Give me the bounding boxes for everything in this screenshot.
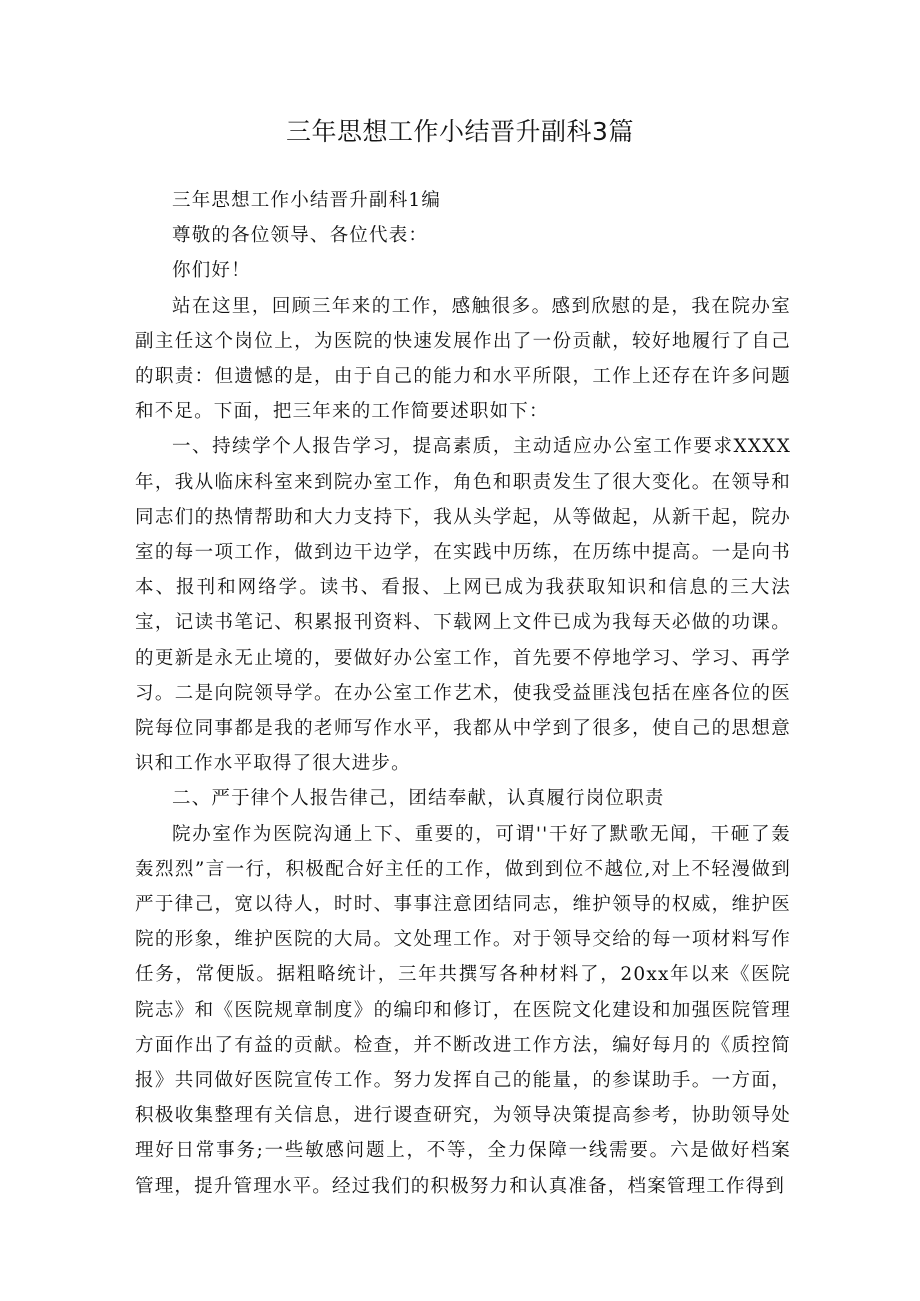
paragraph: 院办室作为医院沟通上下、重要的，可谓''干好了默歌无闻，干砸了轰轰烈烈”言一行，积极配合好主任的工作，做到到位不越位,对上不轻漫做到严于律己，宽以待人，时时、事事注意团结同志，维护领导的权威，维护医院的形象，维护医院的大局。文处理工作。对于领导交给的每一项材料写作任务，常便版。据粗略统计，三年共撰写各种材料了，20xx年以来《医院院志》和《医院规章制度》的编印和修订，在医院文化建设和加强医院管理方面作出了有益的贡献。检查，并不断改进工作方法，编好每月的《质控简报》共同做好医院宣传工作。努力发挥自己的能量，的参谋助手。一方面，积极收集整理有关信息，进行谡查研究，为领导决策提高参考，协助领导处理好日常事务;一些敏感问题上，不等，全力保障一线需要。六是做好档案管理，提升管理水平。经过我们的积极努力和认真准备，档案管理工作得到	[135, 823, 791, 1197]
section-heading: 三年思想工作小结晋升副科1编	[172, 190, 442, 211]
paragraph: 站在这里，回顾三年来的工作，感触很多。感到欣慰的是，我在院办室副主任这个岗位上，为医院的快速发展作出了一份贡献，较好地履行了自己的职责：但遗憾的是，由于自己的能力和水平所限，工作上还存在许多问题和不足。下面，把三年来的工作简要述职如下：	[135, 295, 791, 423]
paragraph: 一、持续学个人报告学习，提高素质，主动适应办公室工作要求XXXX年，我从临床科室来到院办室工作，角色和职责发生了很大变化。在领导和同志们的热情帮助和大力支持下，我从头学起，从等做起，从新干起，院办室的每一项工作，做到边干边学，在实践中历练，在历练中提高。一是向书本、报刊和网络学。读书、看报、上网已成为我获取知识和信息的三大法宝，记读书笔记、积累报刊资料、下载网上文件已成为我每天必做的功课。的更新是永无止境的，要做好办公室工作，首先要不停地学习、学习、再学习。二是向院领导学。在办公室工作艺术，使我受益匪浅包括在座各位的医院每位同事都是我的老师写作水平，我都从中学到了很多，使自己的思想意识和工作水平取得了很大进步。	[135, 436, 791, 775]
document-body	[135, 183, 791, 1204]
salutation: 尊敬的各位领导、各位代表：	[172, 225, 429, 247]
paragraph-heading: 二、严于律个人报告律己，团结奉献，认真履行岗位职责	[172, 788, 665, 810]
greeting: 你们好！	[172, 260, 251, 282]
document-title: 三年思想工作小结晋升副科3篇	[286, 117, 634, 146]
